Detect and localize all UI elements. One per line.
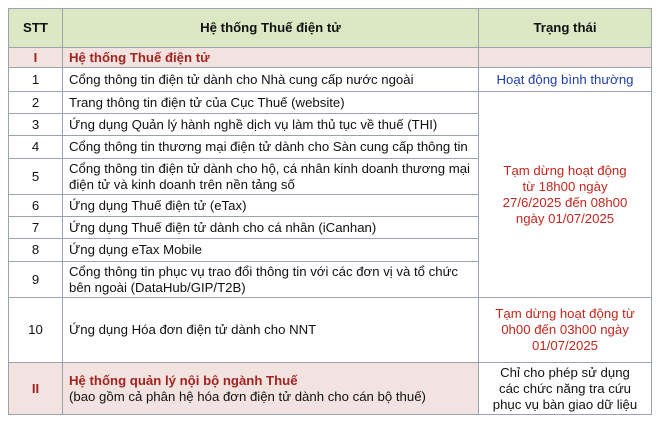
row-name: Cổng thông tin thương mại điện tử dành cho Sàn cung cấp thông tin <box>63 136 479 159</box>
row-stt: 4 <box>9 136 63 159</box>
row-name: Trang thông tin điện tử của Cục Thuế (website) <box>63 92 479 114</box>
section-note: (bao gồm cả phân hệ hóa đơn điện tử dành cho cán bộ thuế) <box>69 388 426 404</box>
status-normal: Hoạt động bình thường <box>479 68 652 92</box>
section-stt: II <box>9 363 63 415</box>
section-row <box>9 48 652 68</box>
row-stt: 8 <box>9 239 63 262</box>
section-stt: I <box>9 48 63 68</box>
row-name: Ứng dụng Thuế điện tử dành cho cá nhân (iCanhan) <box>63 217 479 239</box>
row-name: Ứng dụng Quản lý hành nghề dịch vụ làm thủ tục về thuế (THI) <box>63 114 479 136</box>
row-stt: 10 <box>9 298 63 363</box>
row-stt: 5 <box>9 159 63 195</box>
section-name: Hệ thống Thuế điện tử <box>63 48 479 68</box>
header-status: Trạng thái <box>479 9 652 48</box>
row-name: Ứng dụng Thuế điện tử (eTax) <box>63 195 479 217</box>
row-stt: 3 <box>9 114 63 136</box>
table-row <box>9 92 652 114</box>
row-name: Cổng thông tin phục vụ trao đổi thông tin với các đơn vị và tổ chức bên ngoài (DataHub/GIP/T2B) <box>63 262 479 298</box>
table-row <box>9 68 652 92</box>
status-internal: Chỉ cho phép sử dụng các chức năng tra cứu phục vụ bàn giao dữ liệu <box>479 363 652 415</box>
row-stt: 2 <box>9 92 63 114</box>
header-stt: STT <box>9 9 63 48</box>
table-header <box>9 9 652 48</box>
status-suspend-invoice: Tạm dừng hoạt động từ 0h00 đến 03h00 ngày 01/07/2025 <box>479 298 652 363</box>
section-name: Hệ thống quản lý nội bộ ngành Thuế <box>69 372 298 388</box>
row-name: Cổng thông tin điện tử dành cho hộ, cá nhân kinh doanh thương mại điện tử và kinh doanh trên nền tảng số <box>63 159 479 195</box>
header-system: Hệ thống Thuế điện tử <box>63 9 479 48</box>
section-status <box>479 48 652 68</box>
row-stt: 6 <box>9 195 63 217</box>
row-stt: 7 <box>9 217 63 239</box>
row-name: Cổng thông tin điện tử dành cho Nhà cung cấp nước ngoài <box>63 68 479 92</box>
tax-system-status-table <box>8 8 652 415</box>
row-name: Ứng dụng eTax Mobile <box>63 239 479 262</box>
row-stt: 1 <box>9 68 63 92</box>
status-suspend-main: Tạm dừng hoạt động từ 18h00 ngày 27/6/2025 đến 08h00 ngày 01/07/2025 <box>479 92 652 298</box>
table-row <box>9 298 652 363</box>
row-stt: 9 <box>9 262 63 298</box>
section-cell <box>63 363 479 415</box>
row-name: Ứng dụng Hóa đơn điện tử dành cho NNT <box>63 298 479 363</box>
section-row <box>9 363 652 415</box>
